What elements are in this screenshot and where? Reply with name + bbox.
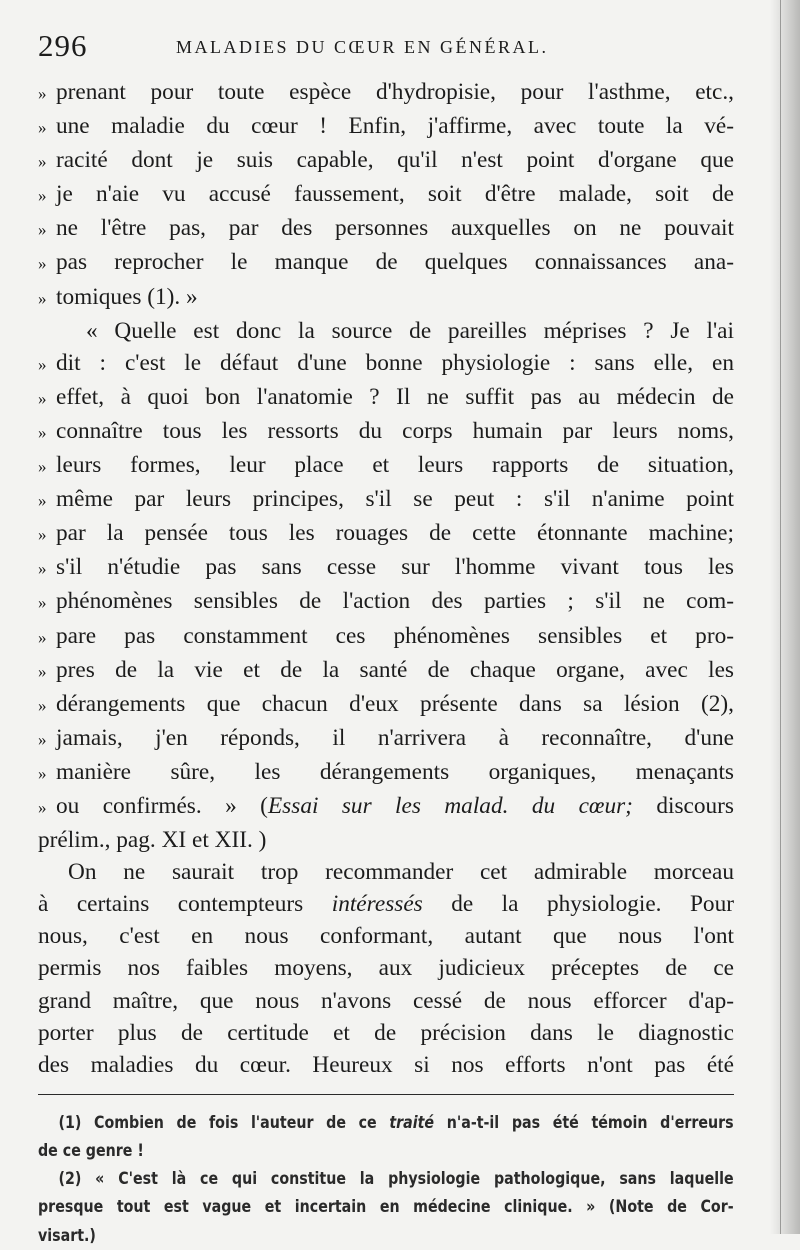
quote-line-text: « Quelle est donc la source de pareilles méprises ? Je l'ai xyxy=(86,317,734,344)
emphasis: intéressés xyxy=(331,891,423,918)
quote-line-text: dérangements que chacun d'eux présente dans sa lésion (2), xyxy=(56,690,734,717)
footnote-2: (2) « C'est là ce qui constitue la physiologie pathologique, sans laquelle xyxy=(58,1169,734,1190)
quote-line-text: ne l'être pas, par des personnes auxquelles on ne pouvait xyxy=(56,215,734,242)
quote-line xyxy=(38,449,734,483)
footnotes xyxy=(38,1109,734,1250)
running-head: MALADIES DU CŒUR EN GÉNÉRAL. xyxy=(176,37,549,57)
quote-line xyxy=(38,315,734,347)
paragraph-line: nous, c'est en nous conformant, autant que nous l'ont xyxy=(38,923,734,950)
footnote-divider xyxy=(38,1094,734,1095)
quote-line-text: par la pensée tous les rouages de cette étonnante machine; xyxy=(56,520,734,547)
quote-line xyxy=(38,415,734,449)
quote-mark: » xyxy=(38,627,47,647)
paragraph-line: à certains contempteurs intéressés de la physiologie. Pour xyxy=(38,891,734,918)
quote-line xyxy=(38,688,734,722)
quote-line xyxy=(38,347,734,381)
quote-mark: » xyxy=(38,220,47,240)
quote-line xyxy=(38,144,734,178)
footnote-1: (1) Combien de fois l'auteur de ce traité n'a-t-il pas été témoin d'erreurs xyxy=(58,1112,734,1133)
quote-mark: » xyxy=(38,695,47,715)
quote-mark: » xyxy=(38,354,47,374)
footnote-2-line-3: visart.) xyxy=(38,1225,96,1246)
quote-mark: » xyxy=(38,763,47,783)
quote-mark: » xyxy=(38,288,47,308)
quote-line xyxy=(38,178,734,212)
quote-line xyxy=(38,246,734,280)
quote-block xyxy=(38,76,734,790)
page-number: 296 xyxy=(38,28,88,63)
citation-title: Essai sur les malad. du cœur; xyxy=(267,792,633,819)
quote-mark: » xyxy=(38,457,47,477)
quote-mark: » xyxy=(38,559,47,579)
quote-mark: » xyxy=(38,661,47,681)
quote-line-text: même par leurs principes, s'il se peut : s'il n'anime point xyxy=(56,486,734,513)
quote-mark: » xyxy=(38,797,47,817)
quote-line-text: manière sûre, les dérangements organiques, menaçants xyxy=(56,758,734,785)
quote-line xyxy=(38,585,734,619)
paragraph-line: grand maître, que nous n'avons cessé de nous efforcer d'ap- xyxy=(38,987,734,1014)
footnote-2-line-2: presque tout est vague et incertain en médecine clinique. » (Note de Cor- xyxy=(38,1197,734,1218)
quote-mark: » xyxy=(38,388,47,408)
quote-line xyxy=(38,620,734,654)
quote-line-text: phénomènes sensibles de l'action des parties ; s'il ne com- xyxy=(56,588,734,615)
quote-line-text: je n'aie vu accusé faussement, soit d'être malade, soit de xyxy=(56,181,734,208)
quote-line-text: prenant pour toute espèce d'hydropisie, pour l'asthme, etc., xyxy=(56,79,734,105)
quote-close-line: » ou confirmés. » (Essai sur les malad. du cœur; discours xyxy=(38,790,734,824)
page-edge xyxy=(770,0,800,1234)
page-header xyxy=(38,28,734,76)
quote-line xyxy=(38,381,734,415)
quote-line-text: effet, à quoi bon l'anatomie ? Il ne suffit pas au médecin de xyxy=(56,383,734,410)
quote-line xyxy=(38,212,734,246)
quote-mark: » xyxy=(38,84,47,103)
quote-mark: » xyxy=(38,422,47,442)
quote-line xyxy=(38,517,734,551)
paragraph-line: porter plus de certitude et de précision dans le diagnostic xyxy=(38,1019,734,1046)
paragraph-line: des maladies du cœur. Heureux si nos efforts n'ont pas été xyxy=(38,1051,734,1078)
quote-line xyxy=(38,110,734,144)
quote-line xyxy=(38,483,734,517)
quote-line-text: jamais, j'en réponds, il n'arrivera à reconnaître, d'une xyxy=(56,724,734,751)
paragraph-line: On ne saurait trop recommander cet admirable morceau xyxy=(68,859,734,886)
quote-line-text: une maladie du cœur ! Enfin, j'affirme, avec toute la vé- xyxy=(56,113,734,140)
quote-mark: » xyxy=(38,593,47,613)
quote-mark: » xyxy=(38,152,47,172)
quote-line-text: leurs formes, leur place et leurs rapports de situation, xyxy=(56,452,734,479)
quote-line-text: tomiques (1). » xyxy=(56,283,198,310)
quote-line xyxy=(38,281,734,315)
quote-mark: » xyxy=(38,186,47,206)
quote-line-text: pas reprocher le manque de quelques connaissances ana- xyxy=(56,249,734,276)
quote-line-text: pare pas constamment ces phénomènes sensibles et pro- xyxy=(56,622,734,649)
quote-line xyxy=(38,654,734,688)
quote-mark: » xyxy=(38,491,47,511)
quote-line xyxy=(38,551,734,585)
quote-line-text: racité dont je suis capable, qu'il n'est point d'organe que xyxy=(56,147,734,174)
quote-end-line: prélim., pag. XI et XII. ) xyxy=(38,827,267,854)
quote-line-text: dit : c'est le défaut d'une bonne physiologie : sans elle, en xyxy=(56,349,734,376)
quote-line xyxy=(38,722,734,756)
quote-mark: » xyxy=(38,729,47,749)
paragraph-line: permis nos faibles moyens, aux judicieux préceptes de ce xyxy=(38,955,734,982)
quote-line-text: connaître tous les ressorts du corps humain par leurs noms, xyxy=(56,417,734,444)
quote-line xyxy=(38,76,734,110)
quote-mark: » xyxy=(38,118,47,138)
quote-mark: » xyxy=(38,254,47,274)
quote-line xyxy=(38,756,734,790)
quote-mark: » xyxy=(38,525,47,545)
quote-line-text: pres de la vie et de la santé de chaque organe, avec les xyxy=(56,656,734,683)
quote-line-text: s'il n'étudie pas sans cesse sur l'homme vivant tous les xyxy=(56,554,734,581)
body-text xyxy=(38,76,734,1081)
book-page xyxy=(38,28,734,1250)
footnote-1-line-2: de ce genre ! xyxy=(38,1141,144,1162)
